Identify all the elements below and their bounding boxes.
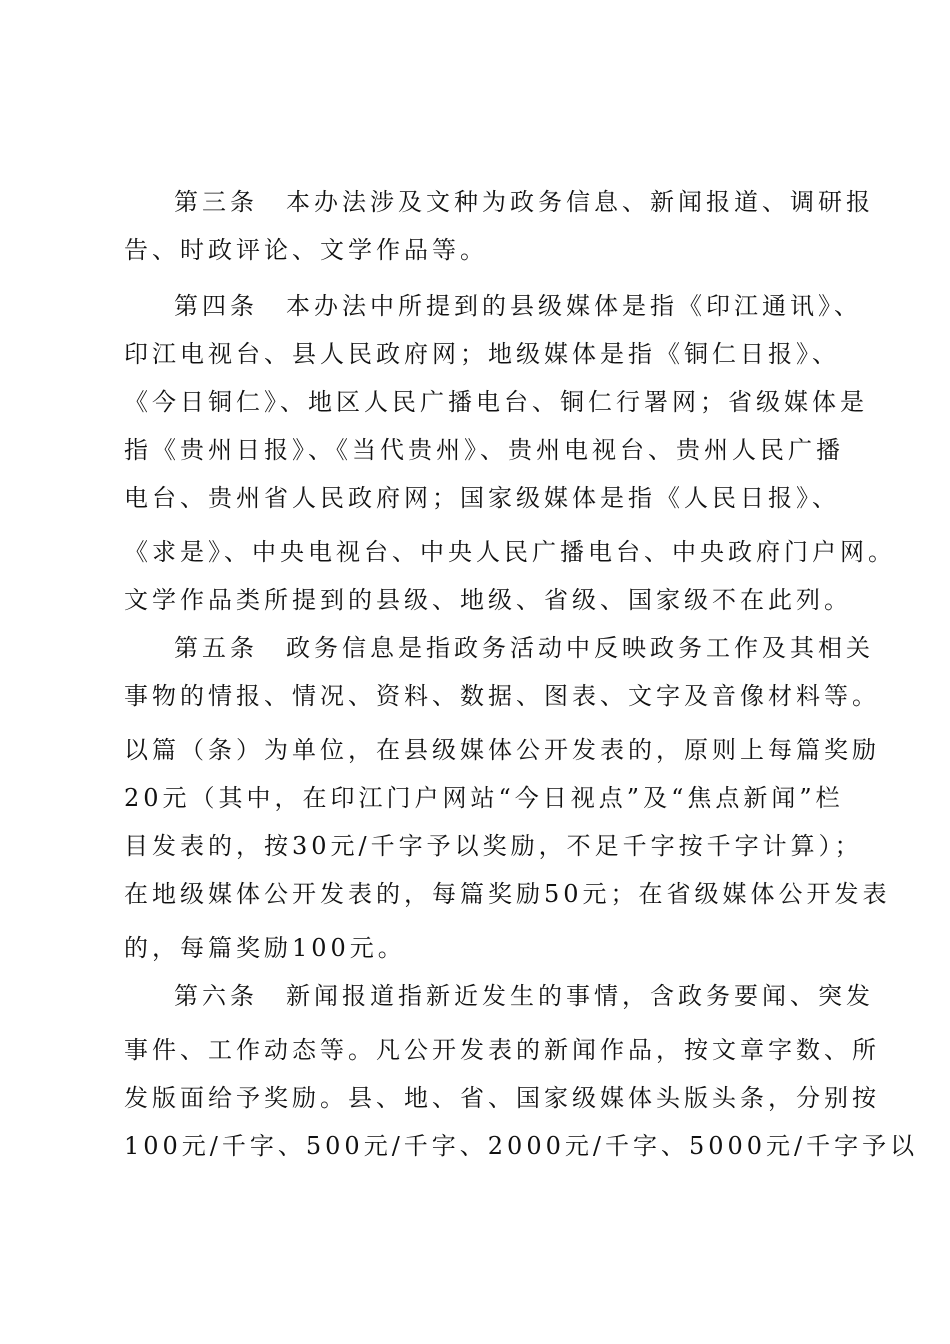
article-3-line-2: 告、时政评论、文学作品等。 <box>124 236 488 264</box>
article-4-line-1: 第四条 本办法中所提到的县级媒体是指《印江通讯》、 <box>174 292 862 320</box>
article-5-line-3: 以篇（条）为单位，在县级媒体公开发表的，原则上每篇奖励 <box>124 736 880 764</box>
article-5-line-1: 第五条 政务信息是指政务活动中反映政务工作及其相关 <box>174 634 874 662</box>
article-5-line-4: 20元（其中，在印江门户网站“今日视点”及“焦点新闻”栏 <box>124 784 844 812</box>
article-6-line-2: 事件、工作动态等。凡公开发表的新闻作品，按文章字数、所 <box>124 1036 880 1064</box>
article-4-line-6: 《求是》、中央电视台、中央人民广播电台、中央政府门户网。 <box>124 538 896 566</box>
article-5-line-7: 的，每篇奖励100元。 <box>124 934 406 962</box>
article-5-line-2: 事物的情报、情况、资料、数据、图表、文字及音像材料等。 <box>124 682 880 710</box>
article-4-line-3: 《今日铜仁》、地区人民广播电台、铜仁行署网；省级媒体是 <box>124 388 868 416</box>
article-6-line-1: 第六条 新闻报道指新近发生的事情，含政务要闻、突发 <box>174 982 874 1010</box>
article-3-line-1: 第三条 本办法涉及文种为政务信息、新闻报道、调研报 <box>174 188 874 216</box>
article-4-line-2: 印江电视台、县人民政府网；地级媒体是指《铜仁日报》、 <box>124 340 840 368</box>
article-5-line-5: 目发表的，按30元/千字予以奖励，不足千字按千字计算）； <box>124 832 863 860</box>
article-6-line-3: 发版面给予奖励。县、地、省、国家级媒体头版头条，分别按 <box>124 1084 880 1112</box>
article-6-line-4: 100元/千字、500元/千字、2000元/千字、5000元/千字予以 <box>124 1132 919 1160</box>
article-4-line-5: 电台、贵州省人民政府网；国家级媒体是指《人民日报》、 <box>124 484 840 512</box>
article-5-line-6: 在地级媒体公开发表的，每篇奖励50元；在省级媒体公开发表 <box>124 880 891 908</box>
article-4-line-4: 指《贵州日报》、《当代贵州》、贵州电视台、贵州人民广播 <box>124 436 844 464</box>
article-4-line-7: 文学作品类所提到的县级、地级、省级、国家级不在此列。 <box>124 586 852 614</box>
